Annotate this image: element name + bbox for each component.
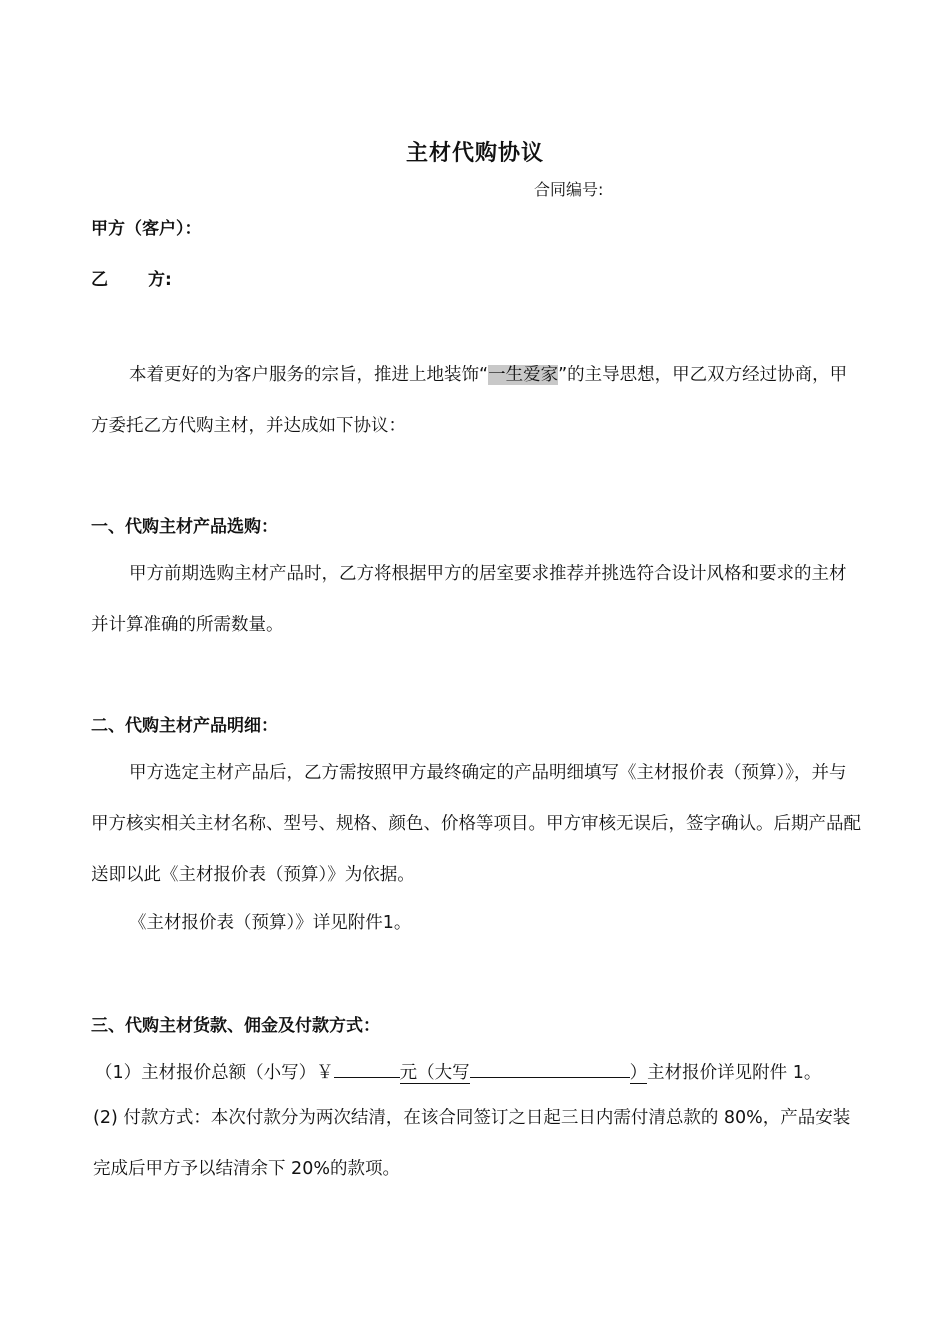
section-1-heading: 一、代购主材产品选购： <box>91 517 278 537</box>
document-title: 主材代购协议 <box>405 141 544 166</box>
item-1-close: ） <box>629 1063 648 1083</box>
highlighted-slogan: 一生爱家 <box>488 365 559 385</box>
amount-number-blank <box>334 1058 400 1078</box>
intro-paragraph <box>91 350 861 452</box>
intro-post: ”的主导思想，甲乙双方经过协商，甲方委托乙方代购主材，并达成如下协议： <box>91 365 848 436</box>
section-1-paragraph <box>91 549 861 651</box>
section-1-text: 甲方前期选购主材产品时，乙方将根据甲方的居室要求推荐并挑选符合设计风格和要求的主材并计算准确的所需数量。 <box>91 564 847 635</box>
party-b-left: 乙 <box>91 270 108 290</box>
section-2-text: 甲方选定主材产品后，乙方需按照甲方最终确定的产品明细填写《主材报价表（预算）》，并与甲方核实相关主材名称、型号、规格、颜色、价格等项目。甲方审核无误后，签字确认。后期产品配送即以此《主材报价表（预算）》为依据。 <box>91 763 861 885</box>
attachment-reference: 《主材报价表（预算）》详见附件1。 <box>129 913 412 933</box>
party-a-label: 甲方（客户）： <box>91 219 202 239</box>
item-1-prefix: （1）主材报价总额（小写）￥ <box>95 1063 334 1083</box>
payment-item-1 <box>95 1058 821 1084</box>
amount-capital-blank <box>470 1058 630 1078</box>
item-1-yuan: 元（大写 <box>399 1063 470 1083</box>
party-b-right: 方: <box>148 270 172 290</box>
item-1-suffix: 主材报价详见附件 1。 <box>647 1063 822 1083</box>
party-b-label <box>91 265 172 290</box>
contract-number-label: 合同编号: <box>534 180 604 199</box>
section-2-paragraph <box>91 748 861 901</box>
section-2-heading: 二、代购主材产品明细： <box>91 716 278 736</box>
intro-pre: 本着更好的为客户服务的宗旨，推进上地装饰“ <box>129 365 489 385</box>
section-3-heading: 三、代购主材货款、佣金及付款方式： <box>91 1016 380 1036</box>
payment-item-2: (2) 付款方式：本次付款分为两次结清，在该合同签订之日起三日内需付清总款的 80%，产品安装完成后甲方予以结清余下 20%的款项。 <box>93 1108 851 1179</box>
